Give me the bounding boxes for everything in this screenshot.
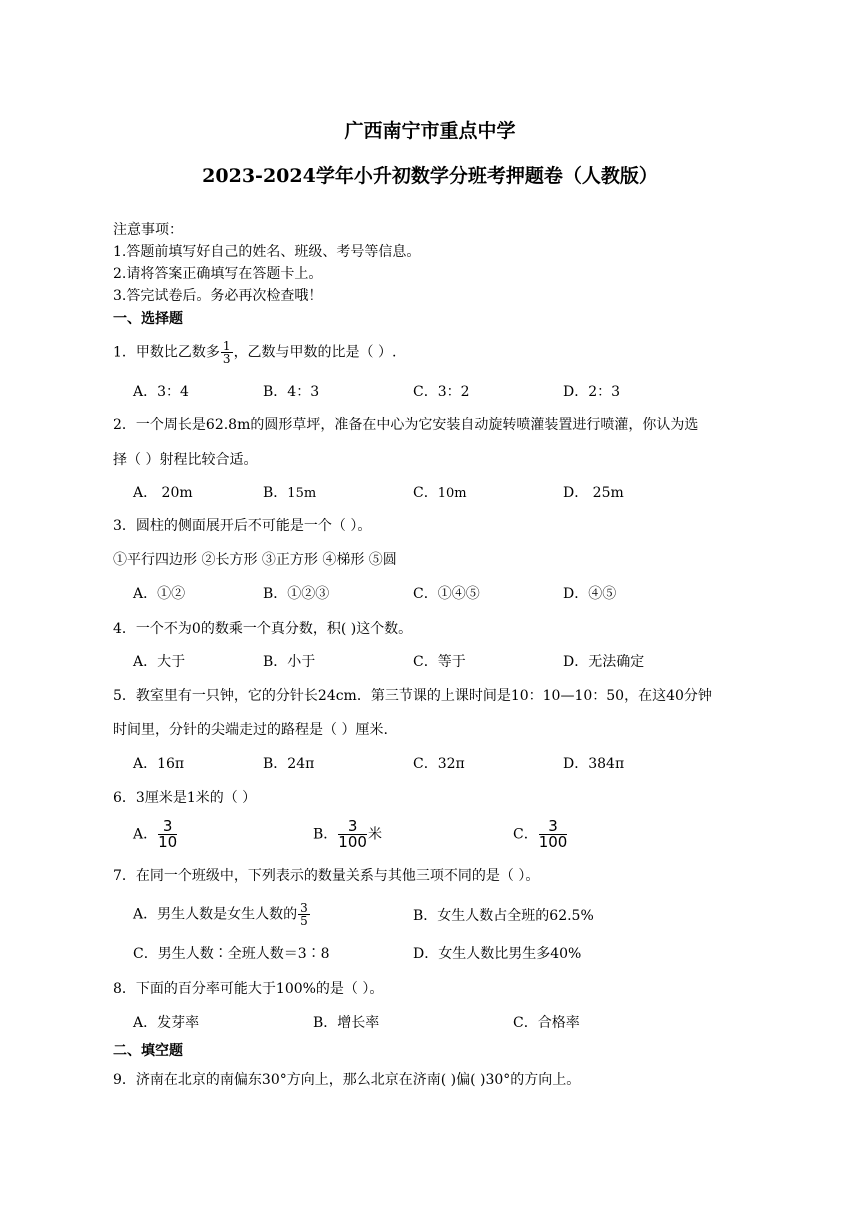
q1-option-c: C．3：2 — [413, 384, 470, 400]
q2-option-d: D． 25m — [563, 485, 624, 501]
question-7: 7．在同一个班级中，下列表示的数量关系与其他三项不同的是（ ）。 — [113, 868, 540, 884]
q1-option-a: A．3：4 — [133, 384, 189, 400]
q4-option-c: C．等于 — [413, 654, 466, 670]
q6-option-a — [133, 819, 178, 850]
q7-a-den: 5 — [300, 914, 308, 928]
q1-fraction — [221, 340, 233, 365]
q6-option-a-letter: A． — [133, 826, 158, 843]
q2-option-b-letter: B． — [263, 485, 288, 501]
notice-item-2: 2.请将答案正确填写在答题卡上。 — [113, 266, 323, 282]
q6-option-b-fraction — [338, 819, 367, 850]
q5-option-d: D．384π — [563, 756, 625, 772]
question-3-line-1: 3．圆柱的侧面展开后不可能是一个（ ）。 — [113, 518, 372, 534]
q7-option-b: B．女生人数占全班的62.5% — [413, 908, 594, 924]
q2-option-b — [263, 484, 316, 503]
question-8: 8．下面的百分率可能大于100%的是（ ）。 — [113, 981, 384, 997]
q3-option-b: B．①②③ — [263, 586, 330, 602]
q6-c-num: 3 — [539, 819, 568, 835]
question-2-line-1: 2．一个周长是62.8m的圆形草坪，准备在中心为它安装自动旋转喷灌装置进行喷灌，你认为选 — [113, 417, 699, 433]
q1-text-post: ，乙数与甲数的比是（ ）. — [233, 344, 397, 361]
q5-option-a: A．16π — [133, 756, 185, 772]
question-5-line-2: 时间里，分针的尖端走过的路程是（ ）厘米. — [113, 722, 388, 738]
q6-option-b-letter: B． — [313, 826, 338, 843]
q1-text-pre: 1．甲数比乙数多 — [113, 344, 220, 361]
notice-heading: 注意事项： — [113, 222, 183, 238]
q1-frac-num: 1 — [222, 339, 231, 353]
q6-a-den: 10 — [158, 833, 178, 851]
question-6: 6．3厘米是1米的（ ） — [113, 790, 257, 806]
q8-option-b: B．增长率 — [313, 1015, 380, 1031]
q2-option-c-letter: C． — [413, 485, 438, 501]
section-choice-heading: 一、选择题 — [113, 311, 183, 327]
q3-option-c: C．①④⑤ — [413, 586, 480, 602]
q6-b-den: 100 — [338, 833, 367, 851]
q8-option-a: A．发芽率 — [133, 1015, 200, 1031]
title-exam: 2023-2024学年小升初数学分班考押题卷（人教版） — [202, 165, 658, 187]
q5-option-b: B．24π — [263, 756, 315, 772]
q1-option-d: D．2：3 — [563, 384, 621, 400]
q4-option-a: A．大于 — [133, 654, 186, 670]
question-9: 9．济南在北京的南偏东30°方向上，那么北京在济南( )偏( )30°的方向上。 — [113, 1072, 581, 1088]
q4-option-d: D．无法确定 — [563, 654, 645, 670]
title-school: 广西南宁市重点中学 — [344, 120, 516, 142]
q3-option-a: A．①② — [133, 586, 186, 602]
question-4: 4．一个不为0的数乘一个真分数，积( )这个数。 — [113, 621, 413, 637]
q6-option-c — [513, 819, 568, 850]
q7-option-c: C．男生人数∶全班人数＝3∶8 — [133, 946, 330, 962]
question-2-line-2: 择（ ）射程比较合适。 — [113, 452, 258, 468]
q8-option-c: C．合格率 — [513, 1015, 580, 1031]
q6-option-c-fraction — [539, 819, 568, 850]
q3-option-d: D．④⑤ — [563, 586, 617, 602]
q7-a-num: 3 — [300, 901, 308, 915]
q4-option-b: B．小于 — [263, 654, 316, 670]
q7-option-d: D．女生人数比男生多40% — [413, 946, 582, 962]
question-1 — [113, 340, 396, 365]
q5-option-c: C．32π — [413, 756, 465, 772]
q1-frac-den: 3 — [222, 352, 231, 366]
q6-option-c-letter: C． — [513, 826, 538, 843]
q2-option-c — [413, 484, 467, 503]
question-3-line-2: ①平行四边形 ②长方形 ③正方形 ④梯形 ⑤圆 — [113, 552, 397, 568]
notice-item-1: 1.答题前填写好自己的姓名、班级、考号等信息。 — [113, 244, 421, 260]
q6-option-b — [313, 819, 382, 850]
q7-option-a-text: A．男生人数是女生人数的 — [133, 906, 298, 923]
q6-a-num: 3 — [158, 819, 177, 835]
notice-item-3: 3.答完试卷后。务必再次检查哦！ — [113, 288, 323, 304]
q2-option-a: A． 20m — [133, 485, 193, 501]
q6-option-a-fraction — [158, 819, 177, 850]
q7-option-a-fraction — [298, 902, 310, 927]
q6-c-den: 100 — [538, 833, 568, 851]
q7-option-a — [133, 902, 311, 927]
question-5-line-1: 5．教室里有一只钟，它的分针长24cm．第三节课的上课时间是10：10—10：50，在这40分钟 — [113, 688, 712, 704]
q2-option-c-value: 10m — [437, 486, 467, 501]
q6-b-num: 3 — [338, 819, 367, 835]
q2-option-b-value: 15m — [287, 486, 317, 501]
section-fill-heading: 二、填空题 — [113, 1043, 183, 1059]
q1-option-b: B．4：3 — [263, 384, 320, 400]
q6-option-b-unit: 米 — [367, 826, 382, 843]
